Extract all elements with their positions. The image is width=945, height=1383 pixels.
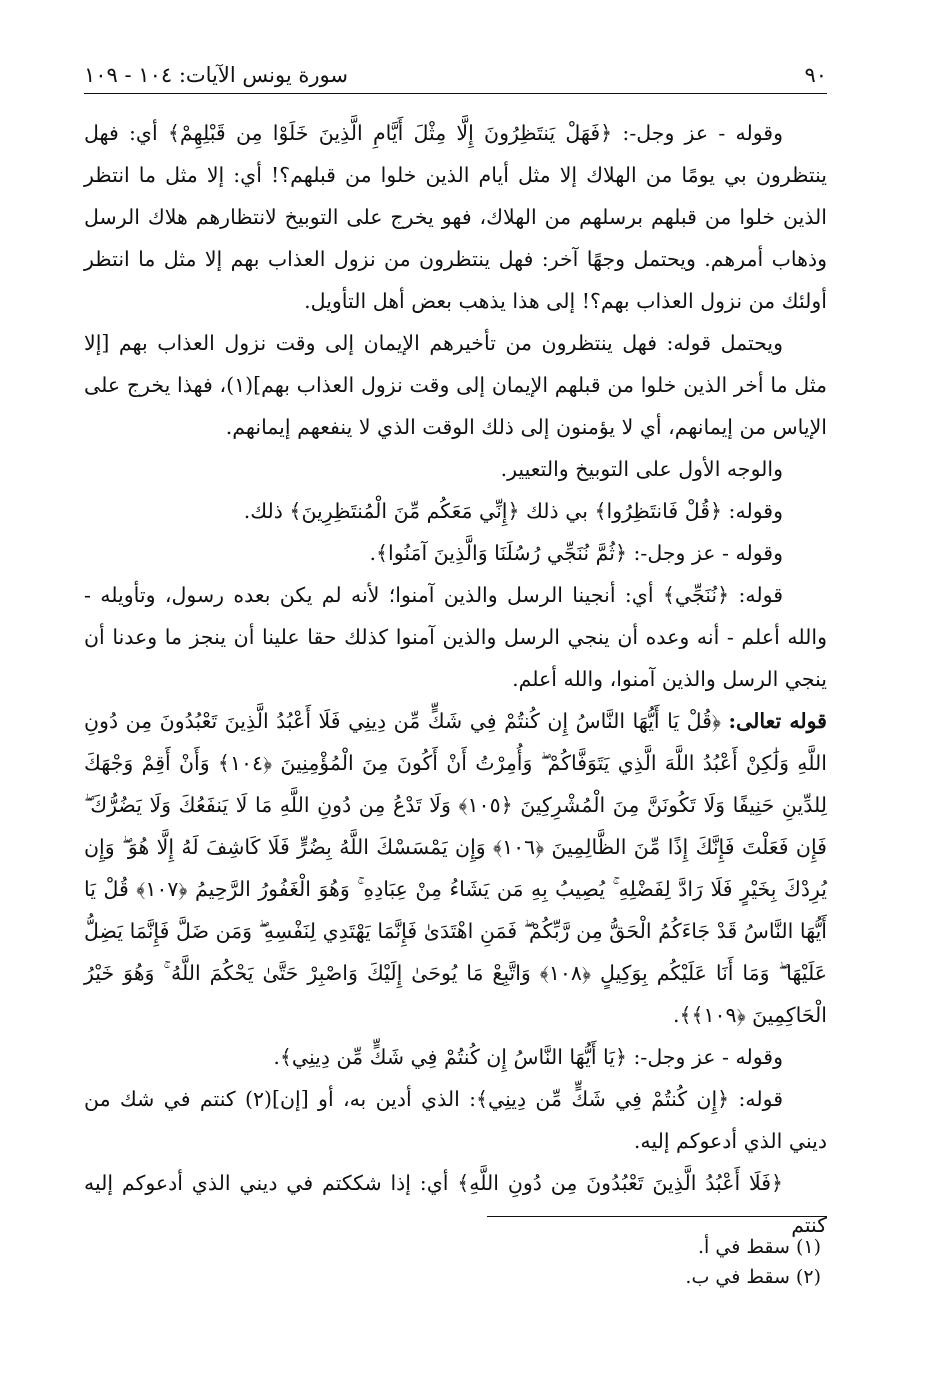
running-header (84, 58, 827, 94)
footnote-separator (487, 1216, 827, 1217)
running-title: سورة يونس الآيات: ١٠٤ - ١٠٩ (84, 63, 348, 87)
paragraph: قوله: ﴿نُنَجِّي﴾ أي: أنجينا الرسل والذين آمنوا؛ لأنه لم يكن بعده رسول، وتأويله - والله أعلم - أنه وعده أن ينجي الرسل والذين آمنوا كذلك حقا علينا أن ينجز ما وعدنا أن ينجي الرسل والذين آمنوا، والله أعلم. (84, 583, 827, 691)
quran-verse-block (84, 700, 827, 1036)
footnotes (84, 1232, 827, 1292)
main-text (84, 112, 827, 1246)
paragraph: وقوله - عز وجل-: ﴿ثُمَّ نُنَجِّي رُسُلَنَا وَالَّذِينَ آمَنُوا﴾. (369, 541, 783, 565)
paragraph: وقوله: ﴿قُلْ فَانتَظِرُوا﴾ بي ذلك ﴿إِنِّي مَعَكُم مِّنَ الْمُنتَظِرِينَ﴾ ذلك. (243, 499, 783, 523)
verse-text: ﴿قُلْ يَا أَيُّهَا النَّاسُ إِن كُنتُمْ فِي شَكٍّ مِّن دِينِي فَلَا أَعْبُدُ الَّذِينَ تَعْبُدُونَ مِن دُونِ اللَّهِ وَلَٰكِنْ أَعْبُدُ اللَّهَ الَّذِي يَتَوَفَّاكُمْ ۖ وَأُمِرْتُ أَنْ أَكُونَ مِنَ الْمُؤْمِنِينَ ﴿١٠٤﴾ وَأَنْ أَقِمْ وَجْهَكَ لِلدِّينِ حَنِيفًا وَلَا تَكُونَنَّ مِنَ الْمُشْرِكِينَ ﴿١٠٥﴾ وَلَا تَدْعُ مِن دُونِ اللَّهِ مَا لَا يَنفَعُكَ وَلَا يَضُرُّكَ ۖ فَإِن فَعَلْتَ فَإِنَّكَ إِذًا مِّنَ الظَّالِمِينَ ﴿١٠٦﴾ وَإِن يَمْسَسْكَ اللَّهُ بِضُرٍّ فَلَا كَاشِفَ لَهُ إِلَّا هُوَ ۖ وَإِن يُرِدْكَ بِخَيْرٍ فَلَا رَادَّ لِفَضْلِهِ ۚ يُصِيبُ بِهِ مَن يَشَاءُ مِنْ عِبَادِهِ ۚ وَهُوَ الْغَفُورُ الرَّحِيمُ ﴿١٠٧﴾ قُلْ يَا أَيُّهَا النَّاسُ قَدْ جَاءَكُمُ الْحَقُّ مِن رَّبِّكُمْ ۖ فَمَنِ اهْتَدَىٰ فَإِنَّمَا يَهْتَدِي لِنَفْسِهِ ۖ وَمَن ضَلَّ فَإِنَّمَا يَضِلُّ عَلَيْهَا ۖ وَمَا أَنَا عَلَيْكُم بِوَكِيلٍ ﴿١٠٨﴾ وَاتَّبِعْ مَا يُوحَىٰ إِلَيْكَ وَاصْبِرْ حَتَّىٰ يَحْكُمَ اللَّهُ ۚ وَهُوَ خَيْرُ الْحَاكِمِينَ ﴿١٠٩﴾﴾. (84, 709, 828, 1027)
paragraph: وقوله - عز وجل-: ﴿فَهَلْ يَنتَظِرُونَ إِلَّا مِثْلَ أَيَّامِ الَّذِينَ خَلَوْا مِن قَبْلِهِمْ﴾ أي: فهل ينتظرون بي يومًا من الهلاك إلا مثل أيام الذين خلوا من قبلهم؟! أي: إلا مثل ما انتظر الذين خلوا من قبلهم برسلهم من الهلاك، فهو يخرج على التوبيخ لانتظارهم هلاك الرسل وذهاب أمرهم. ويحتمل وجهًا آخر: فهل ينتظرون من نزول العذاب بهم إلا مثل ما انتظر أولئك من نزول العذاب بهم؟! إلى هذا يذهب بعض أهل التأويل. (84, 121, 827, 313)
verse-lead: قوله تعالى: (728, 709, 827, 733)
paragraph: وقوله - عز وجل-: ﴿يَا أَيُّهَا النَّاسُ إِن كُنتُمْ فِي شَكٍّ مِّن دِينِي﴾. (273, 1045, 783, 1069)
footnote-2: (٢) سقط في ب. (685, 1266, 821, 1288)
paragraph: والوجه الأول على التوبيخ والتعيير. (500, 457, 783, 481)
paragraph: قوله: ﴿إِن كُنتُمْ فِي شَكٍّ مِّن دِينِي﴾: الذي أدين به، أو [إن](٢) كنتم في شك من ديني الذي أدعوكم إليه. (84, 1087, 827, 1153)
paragraph: ويحتمل قوله: فهل ينتظرون من تأخيرهم الإيمان إلى وقت نزول العذاب بهم [إلا مثل ما أخر الذين خلوا من قبلهم الإيمان إلى وقت نزول العذاب بهم](١)، فهذا يخرج على الإياس من إيمانهم، أي لا يؤمنون إلى ذلك الوقت الذي لا ينفعهم إيمانهم. (84, 331, 827, 439)
footnote-1: (١) سقط في أ. (698, 1236, 821, 1258)
paragraph: ﴿فَلَا أَعْبُدُ الَّذِينَ تَعْبُدُونَ مِن دُونِ اللَّهِ﴾ أي: إذا شككتم في ديني الذي أدعوكم إليه كنتم (84, 1171, 827, 1237)
page-number: ٩٠ (804, 63, 827, 87)
